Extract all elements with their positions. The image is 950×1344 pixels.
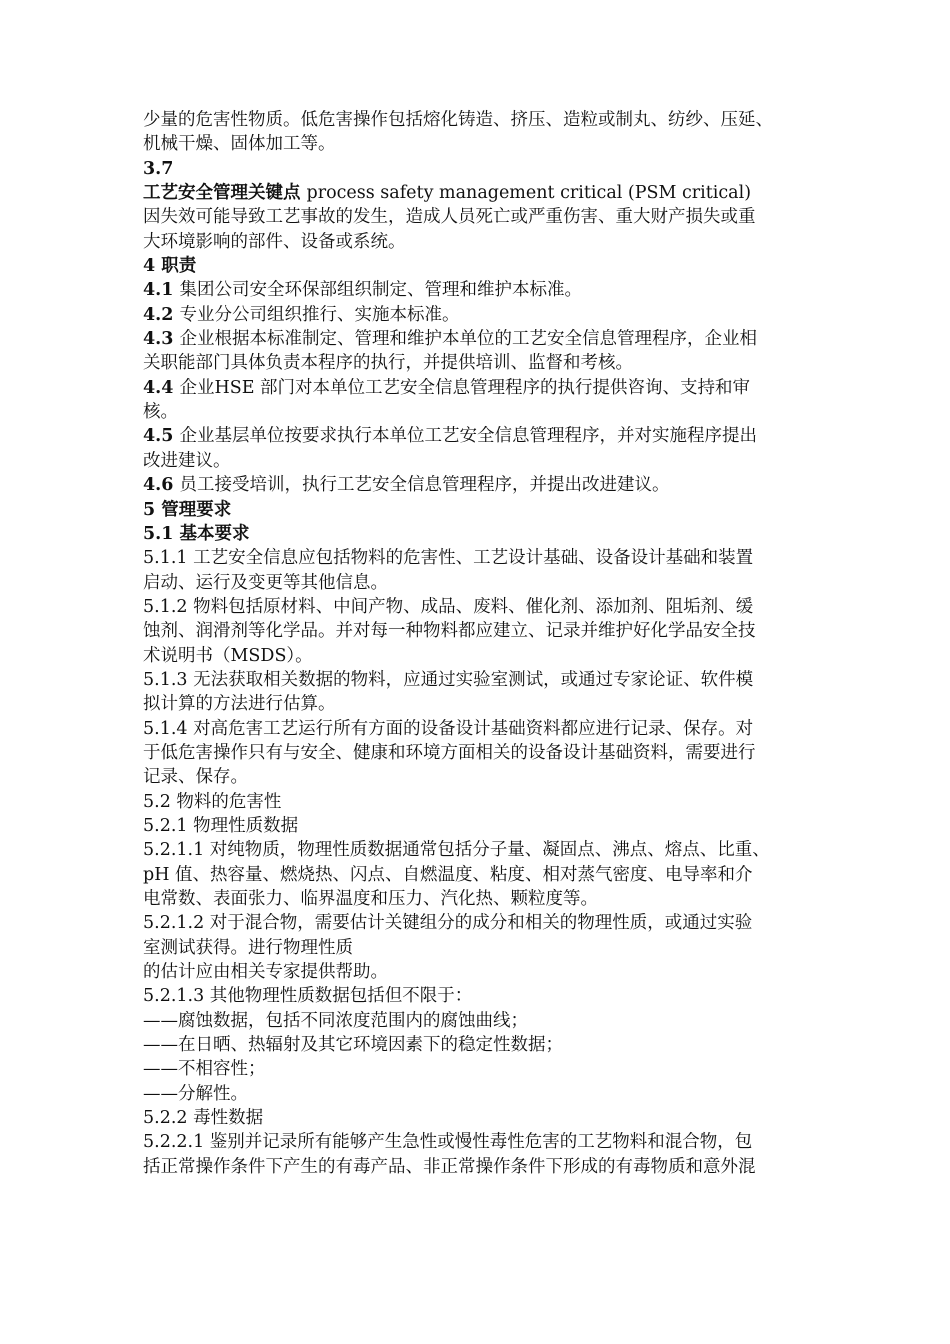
clause-line: 4.6 员工接受培训，执行工艺安全信息管理程序，并提出改进建议。 [143, 475, 670, 496]
text-line: 机械干燥、固体加工等。 [143, 134, 336, 155]
text-line: 蚀剂、润滑剂等化学品。并对每一种物料都应建立、记录并维护好化学品安全技 [143, 621, 756, 642]
text-line: 少量的危害性物质。低危害操作包括熔化铸造、挤压、造粒或制丸、纺纱、压延、 [143, 110, 773, 130]
text-line: 5.2.1.2 对于混合物，需要估计关键组分的成分和相关的物理性质，或通过实验 [143, 913, 753, 934]
text-line: 改进建议。 [143, 450, 231, 471]
section-heading: 4 职责 [143, 256, 197, 277]
term-heading: 工艺安全管理关键点 process safety management critical (PSM critical) [143, 183, 752, 204]
section-heading: 5 管理要求 [143, 499, 232, 520]
text-line: 括正常操作条件下产生的有毒产品、非正常操作条件下形成的有毒物质和意外混 [143, 1156, 756, 1177]
subsection-heading: 5.1 基本要求 [143, 523, 250, 544]
document-page [143, 108, 811, 1179]
text-line: 5.1.3 无法获取相关数据的物料，应通过实验室测试，或通过专家论证、软件模 [143, 669, 754, 690]
clause-heading: 3.7 [143, 158, 174, 179]
text-line: 关职能部门具体负责本程序的执行，并提供培训、监督和考核。 [143, 353, 633, 374]
text-line: 5.2.1.1 对纯物质，物理性质数据通常包括分子量、凝固点、沸点、熔点、比重、 [143, 840, 770, 861]
text-line: 电常数、表面张力、临界温度和压力、汽化热、颗粒度等。 [143, 889, 598, 909]
list-item: ——在日晒、热辐射及其它环境因素下的稳定性数据； [143, 1035, 563, 1056]
list-item: ——不相容性； [143, 1059, 266, 1080]
text-line: pH 值、热容量、燃烧热、闪点、自燃温度、粘度、相对蒸气密度、电导率和介 [143, 864, 753, 885]
subsection-heading: 5.2 物料的危害性 [143, 791, 282, 812]
clause-line: 4.3 企业根据本标准制定、管理和维护本单位的工艺安全信息管理程序，企业相 [143, 329, 757, 350]
text-line: 5.1.2 物料包括原材料、中间产物、成品、废料、催化剂、添加剂、阻垢剂、缓 [143, 596, 754, 617]
list-item: ——分解性。 [143, 1083, 248, 1104]
text-line: 室测试获得。进行物理性质 [143, 937, 353, 958]
text-line: 启动、运行及变更等其他信息。 [143, 572, 388, 593]
text-line: 5.2.1 物理性质数据 [143, 815, 299, 836]
text-line: 于低危害操作只有与安全、健康和环境方面相关的设备设计基础资料，需要进行 [143, 742, 756, 763]
text-line: 术说明书（MSDS）。 [143, 645, 313, 666]
text-line: 因失效可能导致工艺事故的发生，造成人员死亡或严重伤害、重大财产损失或重 [143, 207, 756, 228]
clause-line: 4.2 专业分公司组织推行、实施本标准。 [143, 304, 460, 325]
list-item: ——腐蚀数据，包括不同浓度范围内的腐蚀曲线； [143, 1010, 528, 1031]
clause-line: 4.1 集团公司安全环保部组织制定、管理和维护本标准。 [143, 280, 582, 301]
text-line: 5.1.4 对高危害工艺运行所有方面的设备设计基础资料都应进行记录、保存。对 [143, 718, 754, 739]
clause-line: 4.4 企业HSE 部门对本单位工艺安全信息管理程序的执行提供咨询、支持和审 [143, 377, 751, 398]
text-line: 5.1.1 工艺安全信息应包括物料的危害性、工艺设计基础、设备设计基础和装置 [143, 548, 754, 569]
text-line: 记录、保存。 [143, 767, 248, 788]
text-line: 5.2.1.3 其他物理性质数据包括但不限于： [143, 986, 473, 1007]
text-line: 拟计算的方法进行估算。 [143, 694, 336, 715]
clause-line: 4.5 企业基层单位按要求执行本单位工艺安全信息管理程序，并对实施程序提出 [143, 426, 757, 447]
text-line: 核。 [143, 402, 178, 423]
text-line: 的估计应由相关专家提供帮助。 [143, 962, 388, 983]
text-line: 5.2.2 毒性数据 [143, 1108, 264, 1129]
text-line: 5.2.2.1 鉴别并记录所有能够产生急性或慢性毒性危害的工艺物料和混合物，包 [143, 1132, 753, 1153]
text-line: 大环境影响的部件、设备或系统。 [143, 231, 406, 252]
